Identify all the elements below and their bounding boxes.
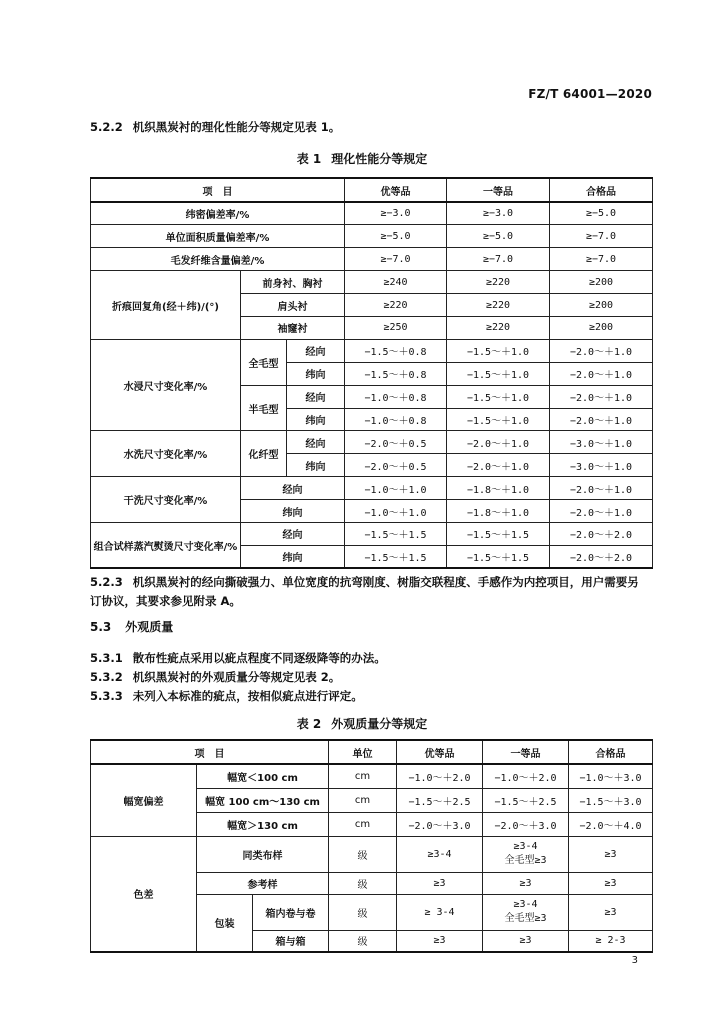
value-cell: ≥3 [483,872,569,894]
table-row [91,248,653,271]
value-cell: ≥220 [447,294,550,317]
value-cell: ≥−3.0 [345,202,447,225]
header-item: 项 目 [91,740,329,764]
table1-caption-text: 理化性能分等规定 [331,152,428,166]
sub-label: 前身衬、胸衬 [241,271,345,294]
table-row [91,764,653,788]
direction-label: 纬向 [241,500,345,523]
value-cell: ≥−5.0 [345,225,447,248]
type-label: 全毛型 [241,339,287,385]
value-cell: ≥3 [569,836,653,872]
value-cell: −2.0～＋1.0 [550,362,653,385]
value-cell: −2.0～＋1.0 [447,454,550,477]
table1-body [91,202,653,568]
value-cell: ≥−5.0 [550,202,653,225]
section-5-3-2 [90,668,340,687]
value-cell: −2.0～＋0.5 [345,431,447,454]
sub-label: 箱与箱 [253,930,329,952]
section-text: 机织黑炭衬的外观质量分等规定见表 2。 [132,670,341,684]
section-5-2-2 [90,118,340,137]
unit-cell: 级 [329,894,397,930]
value-cell: −3.0～＋1.0 [550,431,653,454]
value-cell: ≥3 [397,872,483,894]
value-cell: −1.5～＋1.5 [345,545,447,568]
header-grade-qualified: 合格品 [569,740,653,764]
row-label: 组合试样蒸汽熨烫尺寸变化率/% [91,522,241,568]
row-label: 毛发纤维含量偏差/% [91,248,345,271]
value-cell: −1.5～＋0.8 [345,362,447,385]
direction-label: 纬向 [287,408,345,431]
direction-label: 经向 [241,522,345,545]
value-cell: −1.0～＋3.0 [569,764,653,788]
value-cell: −2.0～＋3.0 [483,812,569,836]
sub-label: 幅宽＜100 cm [197,764,329,788]
value-cell: −1.5～＋3.0 [569,788,653,812]
unit-cell: cm [329,764,397,788]
value-line: ≥3-4 [513,841,538,852]
section-number: 5.2.3 [90,575,123,589]
value-cell: −2.0～＋1.0 [550,500,653,523]
direction-label: 经向 [241,477,345,500]
table2-appearance-grades [90,739,653,953]
value-cell: −2.0～＋1.0 [447,431,550,454]
sub-label: 包装 [197,894,253,952]
section-text: 机织黑炭衬的理化性能分等规定见表 1。 [132,120,341,134]
section-5-3-heading [90,618,173,635]
value-cell: ≥3 [483,930,569,952]
value-cell: −1.5～＋1.5 [447,522,550,545]
value-cell: −1.0～＋1.0 [345,477,447,500]
section-5-3-3 [90,687,363,706]
table2-caption-text: 外观质量分等规定 [331,717,428,731]
sub-label: 同类布样 [197,836,329,872]
value-cell: −1.5～＋2.5 [397,788,483,812]
value-cell: −1.0～＋0.8 [345,385,447,408]
direction-label: 纬向 [287,362,345,385]
value-cell: −1.0～＋1.0 [345,500,447,523]
value-cell: ≥−7.0 [550,225,653,248]
value-cell: −3.0～＋1.0 [550,454,653,477]
direction-label: 经向 [287,431,345,454]
value-cell: −1.5～＋1.0 [447,408,550,431]
page-number: 3 [631,955,638,966]
section-number: 5.3.2 [90,670,123,684]
header-unit: 单位 [329,740,397,764]
value-cell: ≥3 [569,894,653,930]
sub-label: 幅宽＞130 cm [197,812,329,836]
unit-cell: cm [329,788,397,812]
table1-physicochemical-grades [90,177,653,569]
table-row [91,431,653,454]
value-line: ≥3-4 [513,899,538,910]
row-label: 干洗尺寸变化率/% [91,477,241,523]
sub-label: 袖窿衬 [241,316,345,339]
section-number: 5.3.1 [90,651,123,665]
value-cell: −2.0～＋3.0 [397,812,483,836]
section-title: 外观质量 [125,620,174,634]
value-cell: ≥−3.0 [447,202,550,225]
table-row [91,339,653,362]
value-cell: ≥−7.0 [447,248,550,271]
direction-label: 经向 [287,385,345,408]
value-cell: ≥ 3-4 [397,894,483,930]
table2-body [91,764,653,952]
value-cell: ≥3-4 [397,836,483,872]
row-label: 单位面积质量偏差率/% [91,225,345,248]
sub-label: 肩头衬 [241,294,345,317]
table-row [91,271,653,294]
value-cell: −1.0～＋2.0 [397,764,483,788]
value-cell: −1.5～＋1.0 [447,362,550,385]
row-label: 色差 [91,836,197,952]
sub-label: 箱内卷与卷 [253,894,329,930]
value-cell [483,836,569,872]
header-grade-superior: 优等品 [397,740,483,764]
section-number: 5.3.3 [90,689,123,703]
unit-cell: cm [329,812,397,836]
value-cell: −1.5～＋1.5 [345,522,447,545]
value-cell: −1.5～＋0.8 [345,339,447,362]
value-line: 全毛型≥3 [504,855,547,866]
value-cell: ≥ 2-3 [569,930,653,952]
value-cell: −1.8～＋1.0 [447,477,550,500]
value-cell: ≥−7.0 [345,248,447,271]
section-number: 5.2.2 [90,120,123,134]
direction-label: 纬向 [241,545,345,568]
value-line: 全毛型≥3 [504,913,547,924]
table-row [91,836,653,872]
section-5-2-3 [90,573,650,611]
value-cell: −2.0～＋0.5 [345,454,447,477]
value-cell [483,894,569,930]
table-row [91,202,653,225]
standard-code: FZ/T 64001—2020 [528,87,652,101]
header-grade-qualified: 合格品 [550,178,653,202]
value-cell: −2.0～＋2.0 [550,522,653,545]
table2-caption-number: 表 2 [296,717,322,731]
value-cell: ≥220 [345,294,447,317]
table2-caption [0,715,724,732]
header-grade-superior: 优等品 [345,178,447,202]
value-cell: −1.0～＋2.0 [483,764,569,788]
direction-label: 纬向 [287,454,345,477]
value-cell: ≥220 [447,271,550,294]
value-cell: ≥200 [550,294,653,317]
section-text: 散布性疵点采用以疵点程度不同逐级降等的办法。 [132,651,386,665]
value-cell: −1.5～＋1.0 [447,385,550,408]
header-grade-first: 一等品 [447,178,550,202]
unit-cell: 级 [329,836,397,872]
value-cell: −1.5～＋2.5 [483,788,569,812]
value-cell: ≥240 [345,271,447,294]
value-cell: ≥200 [550,271,653,294]
table1-caption-number: 表 1 [296,152,322,166]
value-cell: −2.0～＋2.0 [550,545,653,568]
value-cell: ≥200 [550,316,653,339]
table-row [91,522,653,545]
value-cell: −1.5～＋1.5 [447,545,550,568]
sub-label: 参考样 [197,872,329,894]
header-item: 项 目 [91,178,345,202]
row-label: 水浸尺寸变化率/% [91,339,241,431]
row-label: 纬密偏差率/% [91,202,345,225]
header-grade-first: 一等品 [483,740,569,764]
sub-label: 幅宽 100 cm～130 cm [197,788,329,812]
table-row [91,477,653,500]
section-number: 5.3 [90,620,112,634]
section-text: 未列入本标准的疵点，按相似疵点进行评定。 [132,689,363,703]
value-cell: ≥220 [447,316,550,339]
row-label: 幅宽偏差 [91,764,197,836]
value-cell: ≥250 [345,316,447,339]
direction-label: 经向 [287,339,345,362]
table-row [91,225,653,248]
row-label: 折痕回复角(经＋纬)/(°) [91,271,241,340]
value-cell: ≥−5.0 [447,225,550,248]
value-cell: ≥−7.0 [550,248,653,271]
table1-caption [0,150,724,167]
unit-cell: 级 [329,872,397,894]
value-cell: ≥3 [397,930,483,952]
row-label: 水洗尺寸变化率/% [91,431,241,477]
type-label: 化纤型 [241,431,287,477]
value-cell: −2.0～＋1.0 [550,408,653,431]
value-cell: −2.0～＋4.0 [569,812,653,836]
unit-cell: 级 [329,930,397,952]
value-cell: −2.0～＋1.0 [550,385,653,408]
section-text: 机织黑炭衬的经向撕破强力、单位宽度的抗弯刚度、树脂交联程度、手感作为内控项目，用户需要另订协议，其要求参见附录 A。 [90,575,639,608]
value-cell: −1.5～＋1.0 [447,339,550,362]
value-cell: −2.0～＋1.0 [550,339,653,362]
section-5-3-1 [90,649,386,668]
value-cell: ≥3 [569,872,653,894]
value-cell: −1.0～＋0.8 [345,408,447,431]
value-cell: −2.0～＋1.0 [550,477,653,500]
value-cell: −1.8～＋1.0 [447,500,550,523]
type-label: 半毛型 [241,385,287,431]
